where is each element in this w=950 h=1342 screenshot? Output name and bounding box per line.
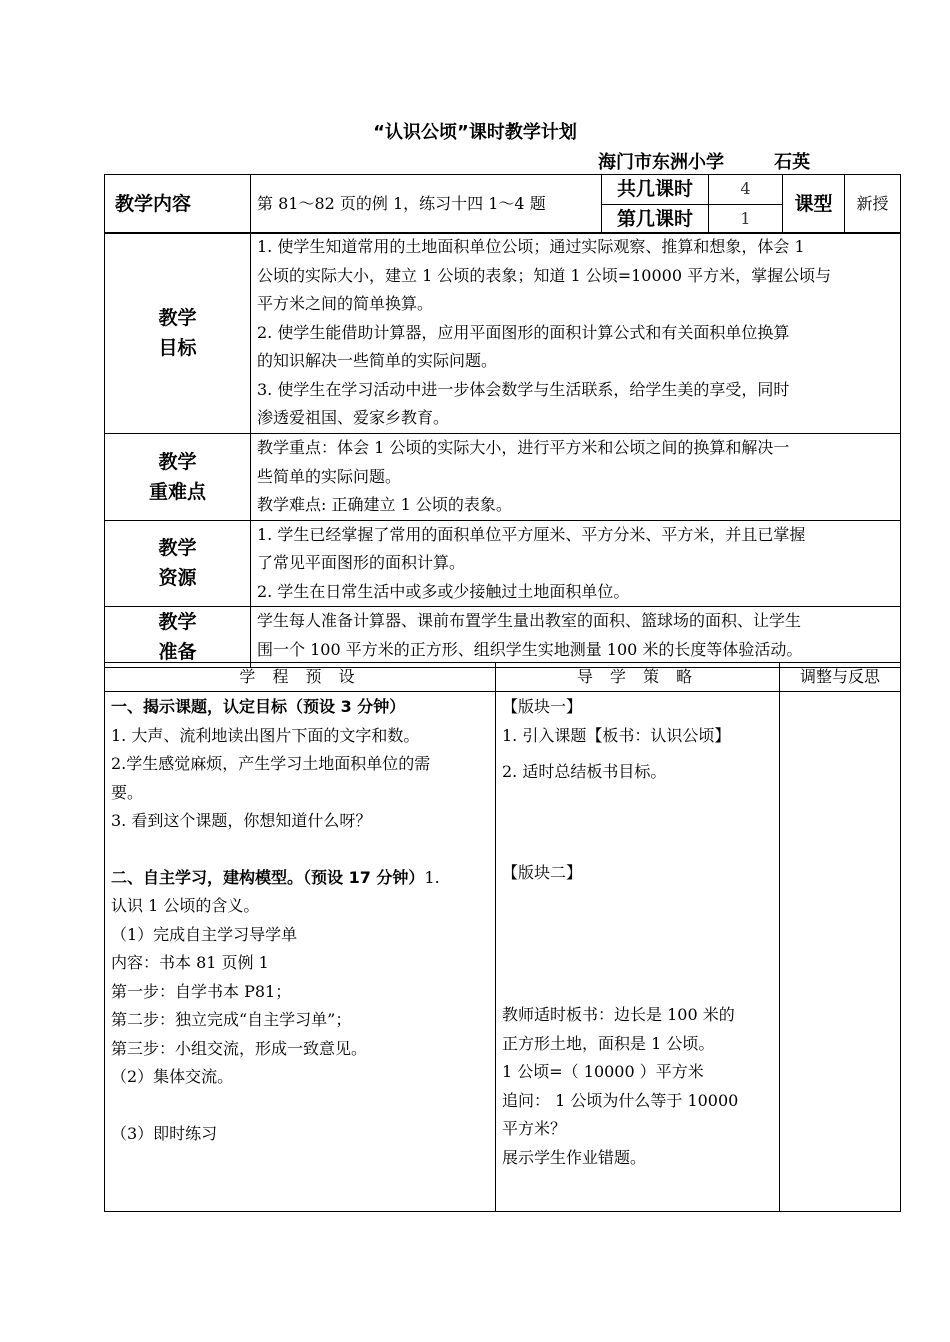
type-value: 新授 [845,175,901,234]
strategy-line: 2. 适时总结板书目标。 [502,762,667,781]
total-value: 4 [709,175,783,205]
resources-label-1: 教学 [158,537,197,560]
process-cell [105,692,496,1212]
prep-text [251,607,901,668]
resources-label-2: 资源 [158,567,197,590]
process-line: （2）集体交流。 [111,1067,234,1086]
keypoints-line: 教学难点: 正确建立 1 公顷的表象。 [257,495,512,514]
section-1-title: 一、揭示课题，认定目标（预设 3 分钟） [111,697,406,716]
goals-line: 1. 使学生知道常用的土地面积单位公顷；通过实际观察、推算和想象，体会 1 [257,237,805,256]
goals-line: 的知识解决一些简单的实际问题。 [257,351,498,370]
col-strategy-header: 导 学 策 略 [496,663,780,692]
block-1-label: 【版块一】 [502,697,583,716]
process-line: （3）即时练习 [111,1123,218,1143]
process-line: 认识 1 公顷的含义。 [111,896,260,915]
type-label: 课型 [783,175,845,234]
process-line: 2.学生感觉麻烦，产生学习土地面积单位的需 [111,754,431,773]
goals-label [105,233,251,434]
resources-line: 了常见平面图形的面积计算。 [257,553,466,572]
info-table [104,174,901,234]
content-label: 教学内容 [105,175,251,234]
prep-line: 学生每人准备计算器、课前布置学生量出教室的面积、篮球场的面积、让学生 [257,611,802,630]
goals-line: 公顷的实际大小，建立 1 公顷的表象；知道 1 公顷=10000 平方米，掌握公顷与 [257,265,832,285]
process-line: 3. 看到这个课题，你想知道什么呀？ [111,811,372,830]
goals-line: 3. 使学生在学习活动中进一步体会数学与生活联系，给学生美的享受，同时 [257,379,790,399]
keypoints-line: 教学重点：体会 1 公顷的实际大小，进行平方米和公顷之间的换算和解决一 [257,438,790,457]
strategy-line: 正方形土地，面积是 1 公顷。 [502,1033,715,1053]
content-value: 第 81～82 页的例 1，练习十四 1～4 题 [251,175,602,234]
plan-table [104,232,901,668]
author-line: 海门市东洲小学 石英 [598,152,811,173]
which-value: 1 [709,204,783,234]
goals-line: 平方米之间的简单换算。 [257,294,434,313]
keypoints-label-2: 重难点 [148,480,206,503]
process-line: （1）完成自主学习导学单 [111,924,298,944]
strategy-line: 追问： 1 公顷为什么等于 10000 [502,1090,739,1110]
resources-label [105,520,251,607]
prep-line: 围一个 100 平方米的正方形、组织学生实地测量 100 米的长度等体验活动。 [257,639,803,659]
keypoints-label [105,434,251,521]
keypoints-label-1: 教学 [158,450,197,473]
process-line: 第一步：自学书本 P81； [111,981,292,1001]
goals-text [251,233,901,434]
section-2-title-tail: 1. [424,867,440,887]
total-label: 共几课时 [602,175,709,205]
goals-label-1: 教学 [158,307,197,329]
goals-line: 2. 使学生能借助计算器，应用平面图形的面积计算公式和有关面积单位换算 [257,322,790,342]
strategy-line: 教师适时板书：边长是 100 米的 [502,1005,735,1024]
goals-label-2: 目标 [158,337,197,359]
resources-text [251,520,901,607]
strategy-cell [496,692,780,1212]
goals-line: 渗透爱祖国、爱家乡教育。 [257,408,450,427]
prep-label-1: 教学 [158,611,197,633]
keypoints-line: 些简单的实际问题。 [257,466,402,486]
process-table [104,662,901,1212]
section-2-title: 二、自主学习，建构模型。（预设 17 分钟） [111,867,425,887]
strategy-line: 1. 引入课题【板书：认识公顷】 [502,725,731,745]
resources-line: 2. 学生在日常生活中或多或少接触过土地面积单位。 [257,581,630,601]
strategy-line: 1 公顷=（ 10000 ）平方米 [502,1062,704,1081]
page-title: “认识公顷”课时教学计划 [373,122,577,143]
which-label: 第几课时 [602,204,709,234]
strategy-line: 展示学生作业错题。 [502,1147,647,1167]
reflect-cell [780,692,901,1212]
strategy-line: 平方米？ [502,1119,567,1138]
process-line: 要。 [111,782,144,802]
process-line: 第二步：独立完成“自主学习单”； [111,1010,352,1029]
prep-label-2: 准备 [158,641,197,663]
col-reflect-header: 调整与反思 [780,663,901,692]
resources-line: 1. 学生已经掌握了常用的面积单位平方厘米、平方分米、平方米，并且已掌握 [257,524,806,544]
keypoints-text [251,434,901,521]
process-line: 第三步：小组交流，形成一致意见。 [111,1038,368,1058]
col-process-header: 学 程 预 设 [105,663,496,692]
prep-label [105,607,251,668]
process-line: 内容：书本 81 页例 1 [111,953,269,972]
block-2-label: 【版块二】 [502,862,583,882]
process-line: 1. 大声、流利地读出图片下面的文字和数。 [111,725,420,745]
